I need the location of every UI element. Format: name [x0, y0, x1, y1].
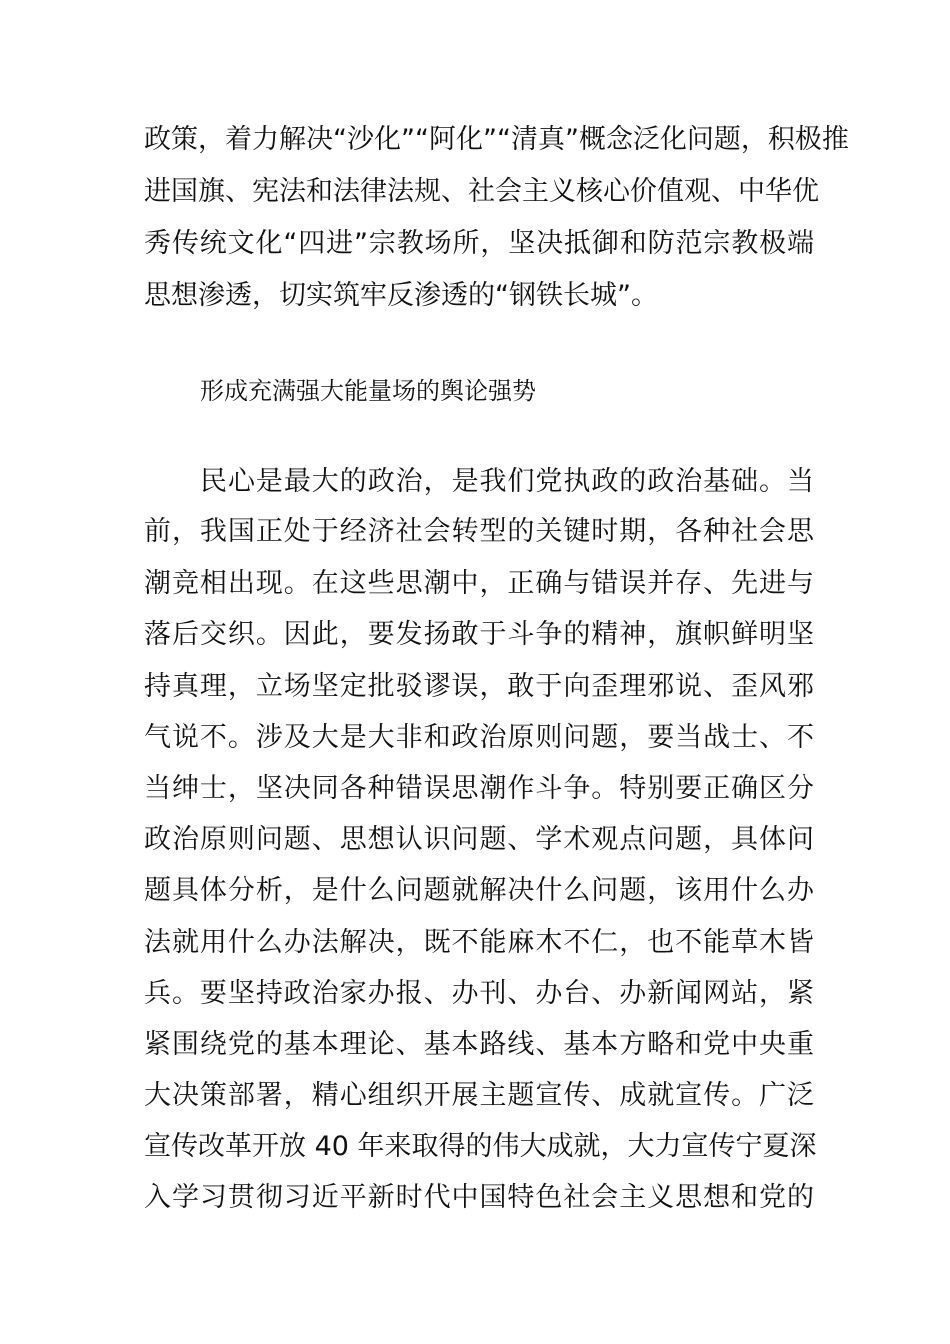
paragraph-2-line-2: 前，我国正处于经济社会转型的关键时期，各种社会思 — [144, 516, 814, 547]
paragraph-2-line-3: 潮竞相出现。在这些思潮中，正确与错误并存、先进与 — [144, 568, 814, 599]
paragraph-2-line-8: 政治原则问题、思想认识问题、学术观点问题，具体问 — [144, 824, 814, 855]
paragraph-1-line-1: 政策，着力解决“沙化”“阿化”“清真”概念泛化问题，积极推 — [144, 124, 849, 155]
paragraph-2-line-12: 紧围绕党的基本理论、基本路线、基本方略和党中央重 — [144, 1029, 814, 1060]
paragraph-2-line-11: 兵。要坚持政治家办报、办刊、办台、办新闻网站，紧 — [144, 978, 814, 1009]
paragraph-1-line-4: 思想渗透，切实筑牢反渗透的“钢铁长城”。 — [144, 280, 658, 311]
paragraph-2-line-6: 气说不。涉及大是大非和政治原则问题，要当战士、不 — [144, 722, 814, 753]
paragraph-1-line-2: 进国旗、宪法和法律法规、社会主义核心价值观、中华优 — [144, 176, 819, 207]
paragraph-2-line-5: 持真理，立场坚定批驳谬误，敢于向歪理邪说、歪风邪 — [144, 671, 814, 702]
section-heading: 形成充满强大能量场的舆论强势 — [200, 377, 536, 405]
paragraph-2-line-13: 大决策部署，精心组织开展主题宣传、成就宣传。广泛 — [144, 1080, 814, 1111]
paragraph-2-line-1: 民心是最大的政治，是我们党执政的政治基础。当 — [200, 466, 814, 497]
paragraph-2-line-15: 入学习贯彻习近平新时代中国特色社会主义思想和党的 — [144, 1182, 814, 1213]
paragraph-2-line-4: 落后交织。因此，要发扬敢于斗争的精神，旗帜鲜明坚 — [144, 619, 814, 650]
paragraph-1-line-3: 秀传统文化“四进”宗教场所，坚决抵御和防范宗教极端 — [144, 228, 814, 259]
paragraph-2-line-9: 题具体分析，是什么问题就解决什么问题，该用什么办 — [144, 875, 814, 906]
paragraph-2-line-10: 法就用什么办法解决，既不能麻木不仁，也不能草木皆 — [144, 927, 814, 958]
paragraph-2-line-14: 宣传改革开放 40 年来取得的伟大成就，大力宣传宁夏深 — [144, 1131, 817, 1162]
paragraph-2-line-7: 当绅士，坚决同各种错误思潮作斗争。特别要正确区分 — [144, 773, 814, 804]
